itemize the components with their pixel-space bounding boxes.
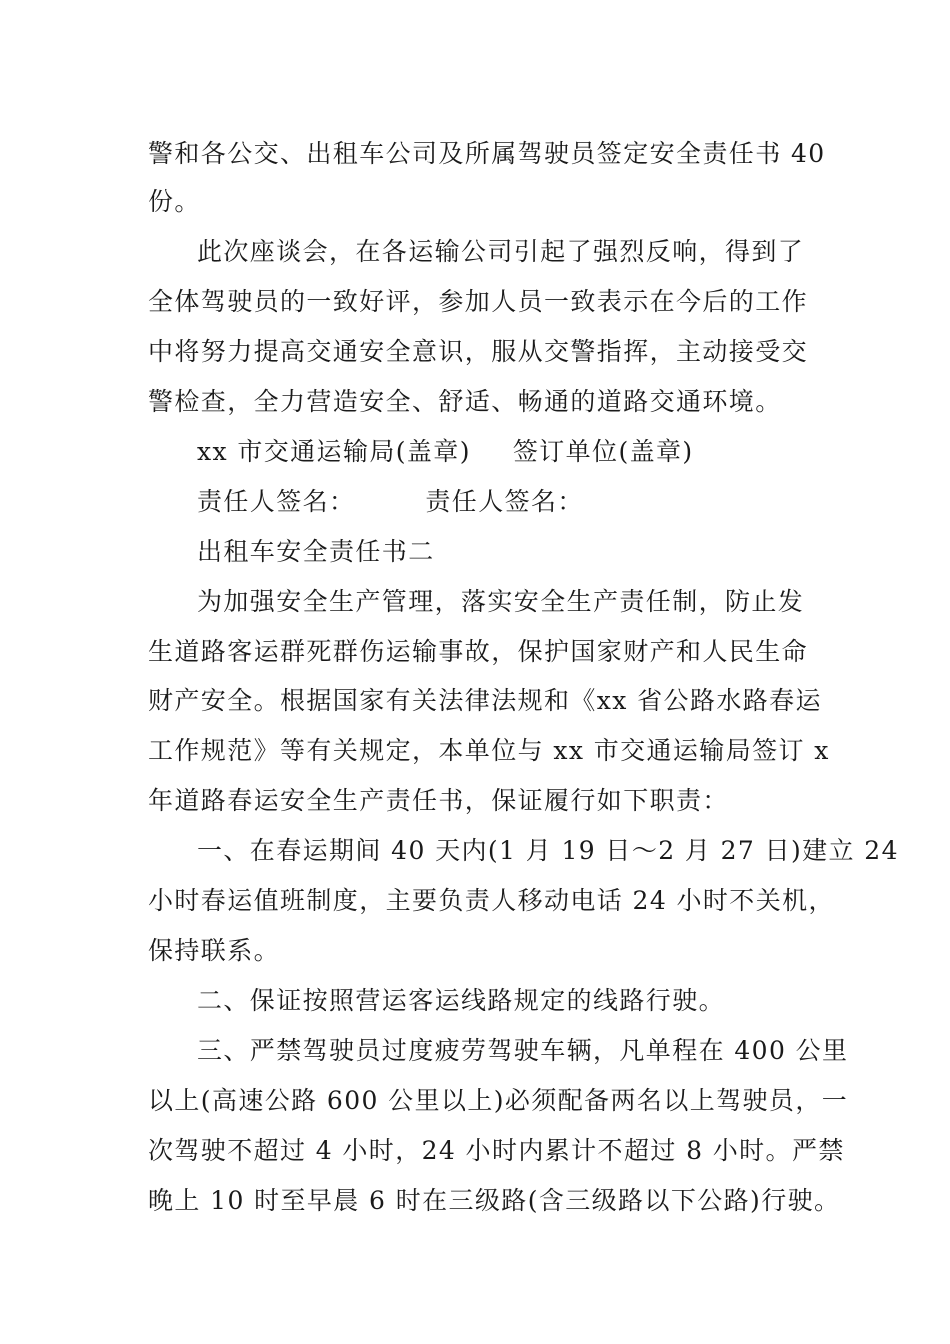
text-line: 保持联系。 — [148, 936, 281, 965]
text-line: 份。 — [148, 187, 201, 216]
text-line: 生道路客运群死群伤运输事故，保护国家财产和人民生命 — [148, 637, 809, 666]
paragraph-first-line: 一、在春运期间 40 天内(1 月 19 日～2 月 27 日)建立 24 — [197, 836, 899, 865]
text-line: 工作规范》等有关规定，本单位与 xx 市交通运输局签订 x — [148, 736, 830, 765]
text-line: 财产安全。根据国家有关法律法规和《xx 省公路水路春运 — [148, 686, 822, 715]
text-line: 次驾驶不超过 4 小时，24 小时内累计不超过 8 小时。严禁 — [148, 1136, 845, 1165]
text-line: 中将努力提高交通安全意识，服从交警指挥，主动接受交 — [148, 337, 809, 366]
paragraph-first-line: 三、严禁驾驶员过度疲劳驾驶车辆，凡单程在 400 公里 — [197, 1036, 849, 1065]
section-title: 出租车安全责任书二 — [197, 537, 435, 566]
text-line: 晚上 10 时至早晨 6 时在三级路(含三级路以下公路)行驶。 — [148, 1186, 841, 1215]
paragraph-first-line: 为加强安全生产管理，落实安全生产责任制，防止发 — [197, 587, 805, 616]
paragraph-first-line: 二、保证按照营运客运线路规定的线路行驶。 — [197, 986, 726, 1015]
text-line: 小时春运值班制度，主要负责人移动电话 24 小时不关机， — [148, 886, 835, 915]
seal-right: 签订单位(盖章) — [512, 437, 694, 466]
text-line: 全体驾驶员的一致好评，参加人员一致表示在今后的工作 — [148, 287, 809, 316]
seal-left: xx 市交通运输局(盖章) — [197, 437, 471, 466]
signature-right: 责任人签名： — [425, 487, 584, 516]
text-line: 以上(高速公路 600 公里以上)必须配备两名以上驾驶员，一 — [148, 1086, 849, 1115]
signature-left: 责任人签名： — [197, 487, 356, 516]
text-line: 年道路春运安全生产责任书，保证履行如下职责： — [148, 786, 729, 815]
seal-line — [197, 437, 694, 467]
signature-line — [197, 487, 584, 517]
paragraph-first-line: 此次座谈会，在各运输公司引起了强烈反响，得到了 — [197, 237, 805, 266]
text-line: 警检查，全力营造安全、舒适、畅通的道路交通环境。 — [148, 387, 782, 416]
text-line: 警和各公交、出租车公司及所属驾驶员签定安全责任书 40 — [148, 139, 826, 168]
